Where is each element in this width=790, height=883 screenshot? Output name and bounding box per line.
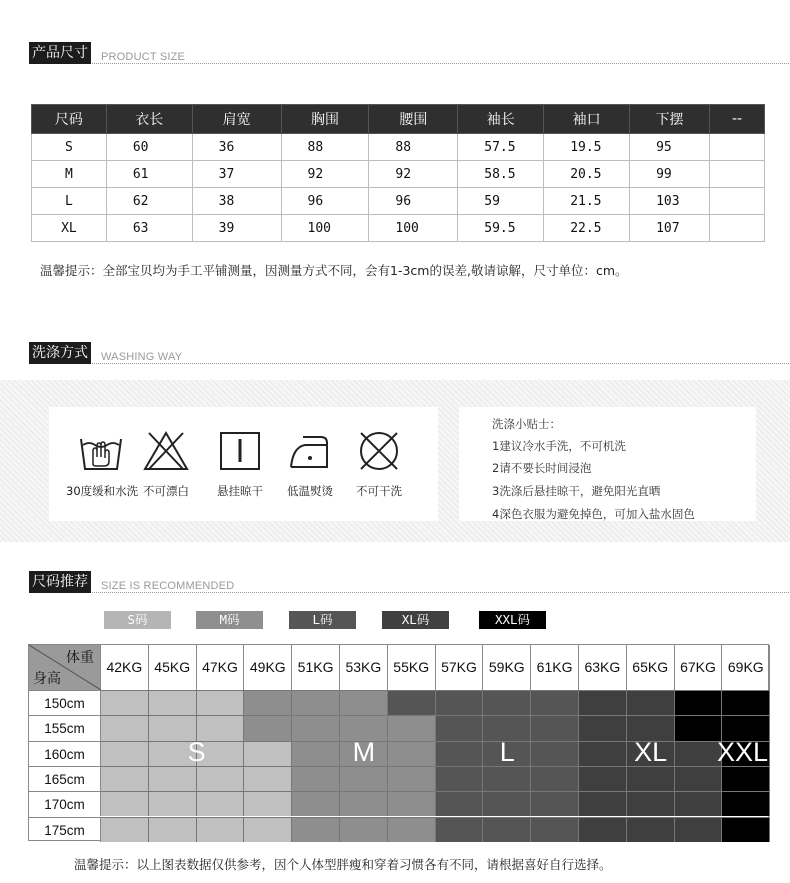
- size-cell: 99: [630, 161, 710, 188]
- size-cell: 39: [192, 215, 281, 242]
- size-zone-cell: [388, 741, 436, 766]
- recommend-tip: 温馨提示：以上图表数据仅供参考，因个人体型胖瘦和穿着习惯各有不同，请根据喜好自行选择。: [74, 857, 612, 872]
- size-zone-cell: [483, 817, 531, 842]
- size-zone-cell: [149, 690, 197, 715]
- size-tip: 温馨提示：全部宝贝均为手工平铺测量，因测量方式不同，会有1-3cm的误差,敬请谅解，尺寸单位：cm。: [40, 263, 628, 278]
- table-row: [32, 161, 765, 188]
- size-zone-cell: [244, 741, 292, 766]
- size-zone-cell: [292, 715, 340, 740]
- size-zone-cell: [340, 690, 388, 715]
- size-cell: [710, 215, 765, 242]
- height-label: 175cm: [29, 817, 101, 842]
- size-zone-cell: [675, 791, 723, 816]
- size-zone-cell: [292, 766, 340, 791]
- size-zone-cell: [675, 741, 723, 766]
- height-label: 150cm: [29, 690, 101, 715]
- no-dry-clean-icon: [356, 431, 402, 471]
- size-zone-cell: [436, 741, 484, 766]
- size-cell: 62: [106, 188, 192, 215]
- size-zone-label: S: [187, 736, 206, 767]
- size-zone-cell: [292, 741, 340, 766]
- size-cell: 37: [192, 161, 281, 188]
- weight-header: 65KG: [627, 645, 675, 690]
- size-zone-cell: [149, 766, 197, 791]
- size-zone-cell: [627, 690, 675, 715]
- size-zone-label: M: [352, 736, 376, 767]
- table-row: [32, 134, 765, 161]
- size-recommend-chart: [28, 644, 769, 841]
- size-zone-cell: [101, 741, 149, 766]
- size-cell: 60: [106, 134, 192, 161]
- size-zone-cell: [436, 690, 484, 715]
- recommend-title-en: SIZE IS RECOMMENDED: [101, 580, 235, 592]
- weight-header: 47KG: [197, 645, 245, 690]
- weight-header: 57KG: [436, 645, 484, 690]
- table-row: [32, 215, 765, 242]
- size-cell: 107: [630, 215, 710, 242]
- no-dry-clean-item: [344, 431, 414, 499]
- hand-wash-icon: [78, 431, 124, 471]
- size-zone-cell: [197, 766, 245, 791]
- legend-l: L码: [289, 611, 356, 629]
- recommend-title-zh: 尺码推荐: [29, 571, 91, 593]
- washing-tip: 1建议冷水手洗，不可机洗: [492, 439, 626, 453]
- washing-tip: 3洗涤后悬挂晾干，避免阳光直晒: [492, 484, 661, 498]
- legend-xxl: XXL码: [479, 611, 546, 629]
- size-cell: S: [32, 134, 107, 161]
- size-zone-cell: [244, 690, 292, 715]
- size-zone-cell: [149, 817, 197, 842]
- hang-dry-label: 悬挂晾干: [217, 484, 263, 498]
- size-zone-cell: [101, 715, 149, 740]
- size-zone-cell: [197, 690, 245, 715]
- size-cell: 38: [192, 188, 281, 215]
- size-zone-cell: [579, 766, 627, 791]
- washing-tip: 4深色衣服为避免掉色，可加入盐水固色: [492, 507, 695, 521]
- weight-header: 61KG: [531, 645, 579, 690]
- size-zone-cell: [579, 690, 627, 715]
- size-zone-cell: [388, 791, 436, 816]
- washing-tips-panel: [459, 407, 756, 521]
- size-cell: 57.5: [458, 134, 544, 161]
- size-zone-cell: [292, 791, 340, 816]
- weight-header: 49KG: [244, 645, 292, 690]
- size-cell: 61: [106, 161, 192, 188]
- size-cell: 96: [281, 188, 369, 215]
- size-zone-cell: [244, 817, 292, 842]
- size-zone-cell: [531, 690, 579, 715]
- size-zone-cell: [531, 791, 579, 816]
- size-cell: [710, 134, 765, 161]
- size-zone-cell: [675, 817, 723, 842]
- size-cell: 96: [369, 188, 458, 215]
- size-zone-cell: [483, 766, 531, 791]
- weight-header: 51KG: [292, 645, 340, 690]
- size-cell: [710, 161, 765, 188]
- legend-s: S码: [104, 611, 171, 629]
- corner-weight-label: 体重: [66, 650, 94, 666]
- washing-tip: 2请不要长时间浸泡: [492, 461, 592, 475]
- size-cell: XL: [32, 215, 107, 242]
- weight-header: 67KG: [675, 645, 723, 690]
- size-col-header: 尺码: [32, 105, 107, 134]
- size-zone-cell: [627, 791, 675, 816]
- size-cell: 103: [630, 188, 710, 215]
- size-zone-cell: [436, 791, 484, 816]
- weight-header: 69KG: [722, 645, 770, 690]
- washing-title-zh: 洗涤方式: [29, 342, 91, 364]
- size-zone-cell: [340, 817, 388, 842]
- size-cell: 59.5: [458, 215, 544, 242]
- size-zone-cell: [675, 766, 723, 791]
- weight-header: 55KG: [388, 645, 436, 690]
- size-zone-cell: [197, 817, 245, 842]
- size-col-header: 下摆: [630, 105, 710, 134]
- size-zone-cell: [675, 715, 723, 740]
- product-size-heading: [29, 42, 789, 64]
- low-iron-item: [275, 431, 345, 499]
- size-zone-cell: [531, 715, 579, 740]
- washing-icons-panel: [49, 407, 438, 521]
- size-zone-cell: [579, 791, 627, 816]
- no-bleach-icon: [143, 431, 189, 471]
- size-zone-cell: [627, 766, 675, 791]
- size-zone-cell: [149, 791, 197, 816]
- no-bleach-item: [131, 431, 201, 499]
- size-cell: 95: [630, 134, 710, 161]
- size-zone-cell: [436, 766, 484, 791]
- size-cell: 88: [281, 134, 369, 161]
- hand-wash-item: [66, 431, 139, 499]
- size-zone-cell: [483, 791, 531, 816]
- legend-xl: XL码: [382, 611, 449, 629]
- washing-title-en: WASHING WAY: [101, 351, 183, 363]
- size-cell: 36: [192, 134, 281, 161]
- size-zone-cell: [436, 715, 484, 740]
- size-zone-cell: [579, 715, 627, 740]
- size-col-header: 袖口: [544, 105, 630, 134]
- size-col-header: 肩宽: [192, 105, 281, 134]
- size-zone-cell: [197, 791, 245, 816]
- height-label: 170cm: [29, 791, 101, 816]
- height-label: 155cm: [29, 715, 101, 740]
- size-cell: 63: [106, 215, 192, 242]
- size-zone-cell: [722, 817, 770, 842]
- low-iron-icon: [287, 431, 333, 471]
- hang-dry-item: [205, 431, 275, 499]
- size-zone-cell: [436, 817, 484, 842]
- size-zone-cell: [722, 766, 770, 791]
- size-zone-label: L: [499, 736, 515, 767]
- size-col-header: 袖长: [458, 105, 544, 134]
- size-zone-cell: [101, 766, 149, 791]
- legend-m: M码: [196, 611, 263, 629]
- size-cell: 21.5: [544, 188, 630, 215]
- size-cell: 100: [281, 215, 369, 242]
- size-cell: 100: [369, 215, 458, 242]
- size-zone-cell: [101, 791, 149, 816]
- weight-header: 45KG: [149, 645, 197, 690]
- weight-header: 59KG: [483, 645, 531, 690]
- height-label: 165cm: [29, 766, 101, 791]
- size-cell: 20.5: [544, 161, 630, 188]
- size-zone-cell: [722, 690, 770, 715]
- size-zone-cell: [531, 766, 579, 791]
- height-label: 160cm: [29, 741, 101, 766]
- size-table: [31, 104, 765, 242]
- washing-heading: [29, 342, 789, 364]
- size-zone-label: XL: [634, 736, 668, 767]
- size-zone-cell: [292, 817, 340, 842]
- size-zone-cell: [627, 817, 675, 842]
- no-bleach-label: 不可漂白: [143, 484, 189, 498]
- size-zone-cell: [579, 817, 627, 842]
- size-zone-cell: [483, 690, 531, 715]
- size-cell: [710, 188, 765, 215]
- size-zone-cell: [531, 817, 579, 842]
- washing-tips-title: 洗涤小贴士：: [492, 417, 561, 431]
- size-cell: 58.5: [458, 161, 544, 188]
- size-cell: 59: [458, 188, 544, 215]
- size-zone-cell: [340, 766, 388, 791]
- size-cell: M: [32, 161, 107, 188]
- size-zone-cell: [675, 690, 723, 715]
- size-zone-cell: [388, 817, 436, 842]
- size-zone-label: XXL: [716, 736, 768, 767]
- weight-header: 53KG: [340, 645, 388, 690]
- table-row: [32, 188, 765, 215]
- size-zone-cell: [101, 817, 149, 842]
- size-zone-cell: [531, 741, 579, 766]
- size-zone-cell: [579, 741, 627, 766]
- product-size-title-zh: 产品尺寸: [29, 42, 91, 64]
- size-zone-cell: [388, 690, 436, 715]
- size-zone-cell: [244, 715, 292, 740]
- low-iron-label: 低温熨烫: [287, 484, 333, 498]
- size-zone-cell: [101, 690, 149, 715]
- size-cell: 88: [369, 134, 458, 161]
- size-cell: 19.5: [544, 134, 630, 161]
- size-zone-cell: [292, 690, 340, 715]
- hand-wash-label: 30度缓和水洗: [66, 484, 139, 498]
- weight-header: 42KG: [101, 645, 149, 690]
- size-zone-cell: [388, 715, 436, 740]
- recommend-heading: [29, 571, 789, 593]
- hang-dry-icon: [217, 431, 263, 471]
- size-col-header: --: [710, 105, 765, 134]
- product-size-title-en: PRODUCT SIZE: [101, 51, 186, 63]
- size-cell: 22.5: [544, 215, 630, 242]
- size-zone-cell: [244, 791, 292, 816]
- size-col-header: 胸围: [281, 105, 369, 134]
- size-zone-cell: [340, 791, 388, 816]
- size-cell: 92: [369, 161, 458, 188]
- chart-corner: [29, 645, 101, 690]
- weight-header: 63KG: [579, 645, 627, 690]
- size-zone-cell: [244, 766, 292, 791]
- no-dry-clean-label: 不可干洗: [356, 484, 402, 498]
- size-zone-cell: [722, 791, 770, 816]
- size-col-header: 衣长: [106, 105, 192, 134]
- size-zone-cell: [388, 766, 436, 791]
- size-cell: 92: [281, 161, 369, 188]
- corner-height-label: 身高: [33, 671, 61, 687]
- size-cell: L: [32, 188, 107, 215]
- size-col-header: 腰围: [369, 105, 458, 134]
